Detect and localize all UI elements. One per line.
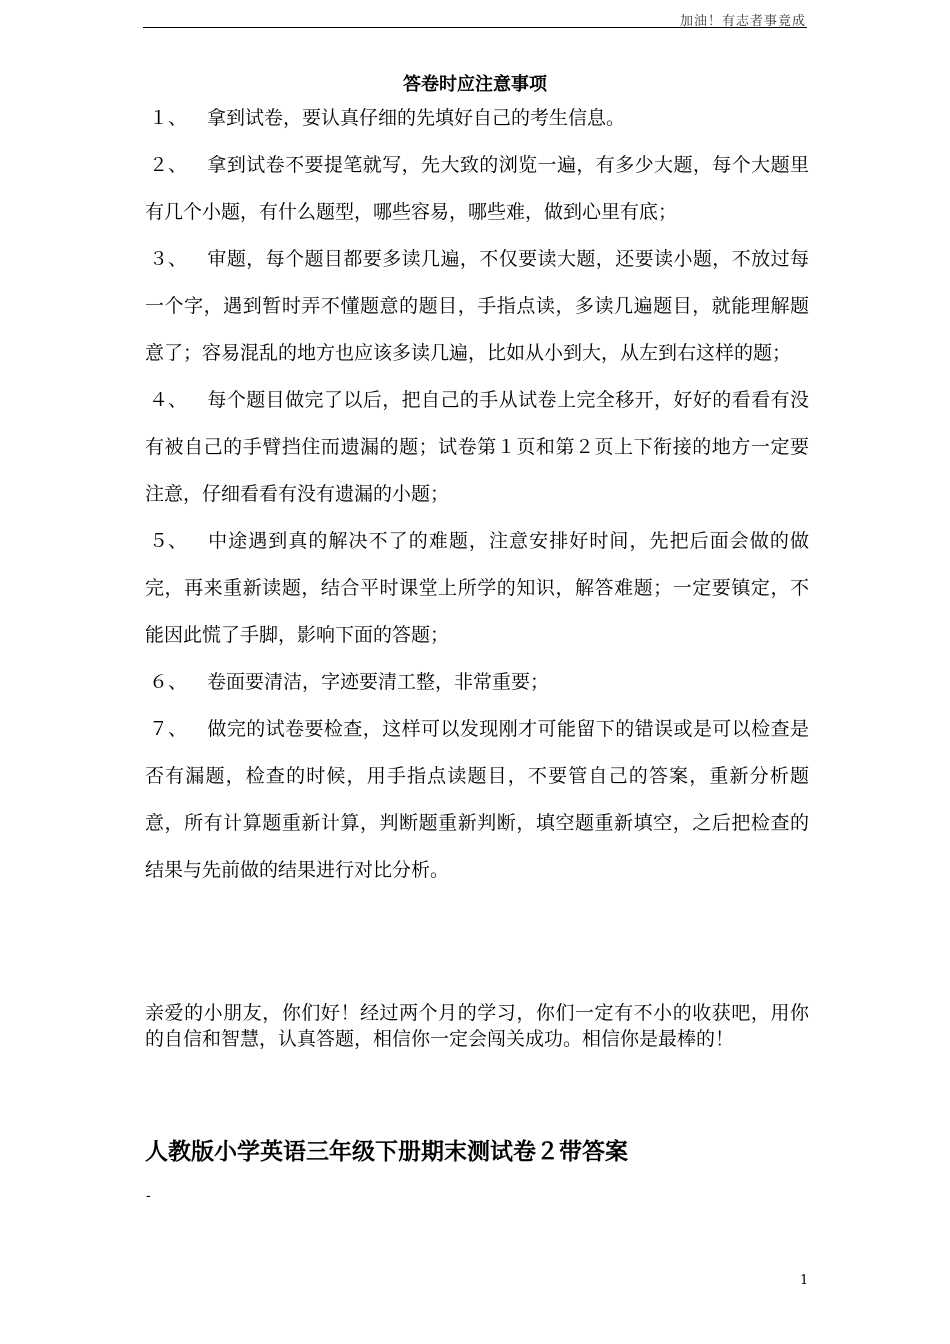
note-text: 拿到试卷不要提笔就写，先大致的浏览一遍，有多少大题，每个大题里有几个小题，有什么题型，哪些容易，哪些难，做到心里有底； (145, 154, 809, 223)
page-number: 1 (800, 1273, 809, 1288)
note-item (145, 706, 809, 894)
note-item (145, 518, 809, 659)
note-item (145, 95, 809, 142)
header-rule (143, 27, 807, 28)
note-text: 做完的试卷要检查，这样可以发现刚才可能留下的错误或是可以检查是否有漏题，检查的时候，用手指点读题目，不要管自己的答案，重新分析题意，所有计算题重新计算，判断题重新判断，填空题重新填空，之后把检查的结果与先前做的结果进行对比分析。 (145, 718, 809, 881)
note-item (145, 142, 809, 236)
notes-list (145, 95, 809, 894)
note-text: 每个题目做完了以后，把自己的手从试卷上完全移开，好好的看看有没有被自己的手臂挡住而遗漏的题；试卷第１页和第２页上下衔接的地方一定要注意，仔细看看有没有遗漏的小题； (145, 389, 809, 505)
page-header-text: 加油！有志者事竟成 (679, 14, 806, 29)
note-number: ６、 (149, 671, 188, 693)
greeting-paragraph: 亲爱的小朋友，你们好！经过两个月的学习，你们一定有不小的收获吧，用你的自信和智慧，认真答题，相信你一定会闯关成功。相信你是最棒的！ (145, 1002, 809, 1050)
note-text: 卷面要清洁，字迹要清工整，非常重要； (207, 671, 550, 693)
note-number: １、 (149, 107, 188, 129)
note-item (145, 236, 809, 377)
notes-title: 答卷时应注意事项 (403, 74, 547, 95)
note-number: ４、 (149, 389, 188, 411)
note-text: 审题，每个题目都要多读几遍，不仅要读大题，还要读小题，不放过每一个字，遇到暂时弄不懂题意的题目，手指点读，多读几遍题目，就能理解题意了；容易混乱的地方也应该多读几遍，比如从小到大，从左到右这样的题； (145, 248, 809, 364)
note-number: ７、 (149, 718, 188, 740)
note-text: 中途遇到真的解决不了的难题，注意安排好时间，先把后面会做的做完，再来重新读题，结合平时课堂上所学的知识，解答难题；一定要镇定，不能因此慌了手脚，影响下面的答题； (145, 530, 809, 646)
note-number: ２、 (149, 154, 188, 176)
exam-title: 人教版小学英语三年级下册期末测试卷２带答案 (145, 1138, 628, 1165)
dash-mark: - (146, 1188, 151, 1204)
note-number: ３、 (149, 248, 188, 270)
note-text: 拿到试卷，要认真仔细的先填好自己的考生信息。 (207, 107, 626, 129)
note-item (145, 659, 809, 706)
note-number: ５、 (149, 530, 188, 552)
note-item (145, 377, 809, 518)
